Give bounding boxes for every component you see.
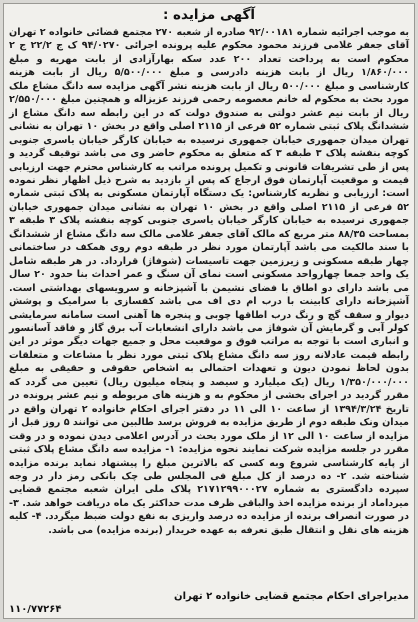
notice-paper xyxy=(3,3,415,619)
notice-body xyxy=(9,26,409,537)
notice-signature: مدیراجرای احکام مجتمع قضایی خانواده ۲ تهران xyxy=(174,591,409,602)
notice-paragraph: به موجب اجرائیه شماره ۹۲/۰۰۱۸۱ صادره از شعبه ۲۷۰ مجتمع قضائی خانواده ۲ تهران آقای جعفر غلامی فرزند محمود محکوم علیه پرونده اجرائی ۹۴/۰۲۷۰ ک ج ۲۲/۲ ج ۲ محکوم است به پرداخت تعداد ۲۰۰ عدد سکه بهارآزادی از بابت مهریه و مبلغ ۱/۸۶۰/۰۰۰ ریال از بابت هزینه دادرسی و مبلغ ۵/۵۰۰/۰۰۰ ریال از بابت هزینه کارشناسی و مبلغ ۵۰۰/۰۰۰ ریال از بابت هزینه نشر آگهی مزایده سه دانگ مشاع ملک مورد بحث به محکوم له خانم معصومه رحمی فرزند عزیزاله و همچنین مبلغ ۲/۵۵۰/۰۰۰ ریال از بابت نیم عشر دولتی به صندوق دولت که در این رابطه سه دانگ مشاع از ششدانگ پلاک ثبتی شماره ۵۲ فرعی از ۲۱۱۵ اصلی واقع در بخش ۱۰ تهران به نشانی تهران میدان جمهوری خیابان جمهوری نرسیده به خیابان کارگر خیابان یاسری جنوبی کوچه بنفشه پلاک ۳ طبقه ۳ که متعلق به محکوم حاضر وی می باشد توقیف گردید و پس از طی تشریفات قانونی و تکمیل پرونده مراتب به کارشناس محترم جهت ارزیابی قیمت و موقعیت آپارتمان فوق ارجاع که پس از بازدید به شرح ذیل اظهار نظر نموده است: ارزیابی و نظریه کارشناس: یک دستگاه آپارتمان مسکونی به پلاک ثبتی شماره ۵۲ فرعی از ۲۱۱۵ اصلی واقع در بخش ۱۰ تهران به نشانی میدان جمهوری خیابان جمهوری نرسیده به خیابان کارگر خیابان یاسری جنوبی کوچه بنفشه پلاک ۳ طبقه ۳ بمساحت ۸۸/۳۵ متر مربع که مالک آقای جعفر غلامی مالک سه دانگ مشاع از ششدانگ با سند مالکیت می باشد آپارتمان مورد نظر در طبقه دوم روی همکف در ساختمانی چهار طبقه مسکونی و زیرزمین جهت تاسیسات (شوفاژ) قرارداد. در هر طبقه شامل یک واحد جمعا چهارواحد مسکونی است نمای آن سنگ و عمر احداث بنا حدود ۲۰ سال می باشد دارای دو اطاق با فضای نشیمن با آشپزخانه و سرویسهای بهداشتی است. آشپزخانه دارای کابینت با درب ام دی اف می باشد کفسازی با سرامیک و پوشش دیوار و سقف گچ و رنگ درب اطاقها چوبی و پنجره ها آهنی است سامانه سرمایشی کولر آبی و گرمایش آن شوفاژ می باشد دارای انشعابات آب برق گاز و فاقد آسانسور و انباری است با توجه به مراتب فوق و موقعیت محل و جمیع جهات دیگر موثر در این رابطه قیمت عادلانه روز سه دانگ مشاع پلاک ثبتی مورد نظر با مشاعات و متعلقات بدون لحاظ نمودن دیون و تعهدات احتمالی به اشخاص حقوقی و حقیقی به مبلغ ۱/۳۵۰/۰۰۰/۰۰۰ ریال (یک میلیارد و سیصد و پنجاه میلیون ریال) تعیین می گردد که مقرر گردید در اجرای بخشی از محکوم به و هزینه های مربوطه و نیم عشر پرونده در تاریخ ۱۳۹۴/۳/۲۴ از ساعت ۱۰ الی ۱۱ در دفتر اجرای احکام خانواده ۲ تهران واقع در میدان ونک طبقه دوم از طریق مزایده به فروش برسد طالبین می توانند ۵ روز قبل از مزایده از ساعت ۱۰ الی ۱۲ از ملک مورد بحث در آدرس اعلامی دیدن نموده و در وقت مقرر در جلسه مزایده شرکت نمایند نحوه مزایده: ۱- مزایده سه دانگ مشاع پلاک ثبتی از پایه کارشناسی شروع وبه کسی که بالاترین مبلغ را پیشنهاد نماید برنده مزایده شناخته شد. ۲- ده درصد از کل مبلغ فی المجلس طی چک بانکی رمز دار در وجه سپرده دادگستری به شماره ۲۱۷۱۲۹۹۰۰۰۲۷ پلاک ملی ایران شعبه مجتمع قضایی میرداماد از برنده مزایده اخذ والباقی ظرف مدت حداکثر یک ماه دریافت خواهد شد. ۳- در صورت انصراف برنده از مزایده ده درصد واریزی به نفع دولت ضبط میگردد. ۴- کلیه هزینه های نقل و انتقال طبق تعرفه به عهده خریدار (برنده مزایده) می باشد. xyxy=(9,27,410,536)
notice-footer xyxy=(9,590,409,616)
notice-code: ۱۱۰/۷۷۲۶۴ xyxy=(9,604,62,615)
notice-title: آگهی مزایده : xyxy=(162,7,256,23)
